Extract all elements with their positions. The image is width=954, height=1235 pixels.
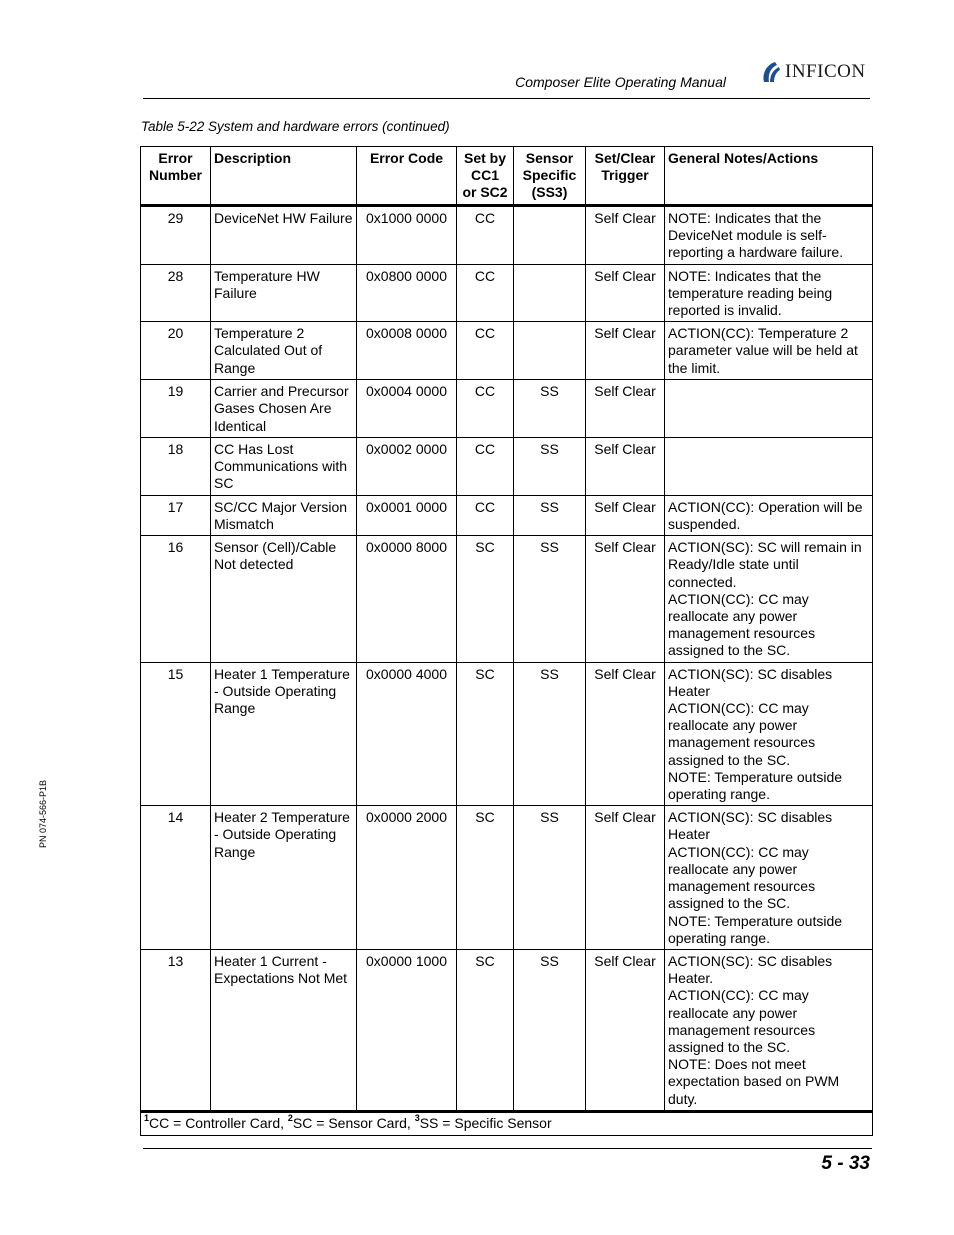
error-code-cell: 0x1000 0000 <box>357 206 457 265</box>
set-by-cell: SC <box>457 662 514 806</box>
part-number: PN 074-566-P1B <box>38 779 48 848</box>
notes-cell <box>665 206 873 265</box>
footnote-row <box>141 1111 873 1135</box>
trigger-cell: Self Clear <box>586 322 665 380</box>
set-by-cell: CC <box>457 322 514 380</box>
footnote-text-3: SS = Specific Sensor <box>419 1114 552 1131</box>
set-by-cell: CC <box>457 380 514 438</box>
sensor-specific-cell: SS <box>514 495 586 535</box>
sensor-specific-cell: SS <box>514 806 586 950</box>
notes-cell <box>665 380 873 438</box>
note-line: ACTION(SC): SC disables Heater. <box>668 952 833 987</box>
error-number-cell: 20 <box>141 322 211 380</box>
notes-cell <box>665 322 873 380</box>
note-line: NOTE: Does not meet expectation based on PWM duty. <box>668 1056 840 1107</box>
description-cell: Heater 1 Current - Expectations Not Met <box>211 949 357 1111</box>
col-header-sensor-specific: Sensor Specific (SS3) <box>514 147 586 206</box>
table-row <box>141 322 873 380</box>
error-code-cell: 0x0000 4000 <box>357 662 457 806</box>
error-code-cell: 0x0000 2000 <box>357 806 457 950</box>
description-cell: Sensor (Cell)/Cable Not detected <box>211 536 357 662</box>
trigger-cell: Self Clear <box>586 536 665 662</box>
sensor-specific-cell: SS <box>514 437 586 495</box>
col-header-set-by: Set by CC1 or SC2 <box>457 147 514 206</box>
trigger-cell: Self Clear <box>586 806 665 950</box>
sensor-specific-cell <box>514 322 586 380</box>
table-footnote <box>141 1111 873 1135</box>
footnote-mark-3: 3 <box>414 1112 420 1123</box>
error-number-cell: 16 <box>141 536 211 662</box>
table-row <box>141 536 873 662</box>
description-cell: Temperature 2 Calculated Out of Range <box>211 322 357 380</box>
error-number-cell: 13 <box>141 949 211 1111</box>
set-by-cell: CC <box>457 495 514 535</box>
error-code-cell: 0x0000 1000 <box>357 949 457 1111</box>
error-code-cell: 0x0000 8000 <box>357 536 457 662</box>
error-number-cell: 19 <box>141 380 211 438</box>
trigger-cell: Self Clear <box>586 264 665 322</box>
description-cell: Heater 2 Temperature - Outside Operating Range <box>211 806 357 950</box>
error-code-cell: 0x0001 0000 <box>357 495 457 535</box>
manual-title: Composer Elite Operating Manual <box>515 74 726 90</box>
inficon-logo <box>760 59 866 85</box>
note-line: ACTION(CC): Temperature 2 parameter value will be held at the limit. <box>668 325 858 376</box>
header-rule <box>143 98 870 99</box>
notes-cell <box>665 949 873 1111</box>
notes-cell <box>665 264 873 322</box>
error-number-cell: 14 <box>141 806 211 950</box>
trigger-cell: Self Clear <box>586 380 665 438</box>
notes-cell <box>665 536 873 662</box>
col-header-error-number: Error Number <box>141 147 211 206</box>
error-number-cell: 28 <box>141 264 211 322</box>
set-by-cell: SC <box>457 949 514 1111</box>
trigger-cell: Self Clear <box>586 662 665 806</box>
table-caption: Table 5-22 System and hardware errors (continued) <box>141 119 450 134</box>
trigger-cell: Self Clear <box>586 437 665 495</box>
notes-cell <box>665 806 873 950</box>
notes-cell <box>665 495 873 535</box>
description-cell: SC/CC Major Version Mismatch <box>211 495 357 535</box>
notes-cell <box>665 662 873 806</box>
set-by-cell: CC <box>457 264 514 322</box>
note-line: ACTION(SC): SC disables Heater <box>668 665 833 699</box>
error-code-cell: 0x0004 0000 <box>357 380 457 438</box>
footnote-mark-2: 2 <box>287 1112 293 1123</box>
note-line: NOTE: Temperature outside operating range. <box>668 768 843 803</box>
footnote-mark-1: 1 <box>144 1112 150 1123</box>
note-line: ACTION(CC): CC may reallocate any power management resources assigned to the SC. <box>668 700 816 768</box>
table-row <box>141 662 873 806</box>
set-by-cell: SC <box>457 536 514 662</box>
note-line: ACTION(CC): CC may reallocate any power management resources assigned to the SC. <box>668 590 816 659</box>
table-row <box>141 264 873 322</box>
col-header-error-code: Error Code <box>357 147 457 206</box>
footer-rule <box>143 1148 872 1149</box>
error-code-cell: 0x0002 0000 <box>357 437 457 495</box>
col-header-trigger: Set/Clear Trigger <box>586 147 665 206</box>
footnote-text-1: CC = Controller Card, <box>149 1114 288 1131</box>
sensor-specific-cell: SS <box>514 536 586 662</box>
description-cell: DeviceNet HW Failure <box>211 206 357 265</box>
col-header-notes: General Notes/Actions <box>665 147 873 206</box>
trigger-cell: Self Clear <box>586 495 665 535</box>
inficon-logo-icon <box>760 60 782 84</box>
sensor-specific-cell: SS <box>514 662 586 806</box>
note-line: NOTE: Indicates that the DeviceNet module is self-reporting a hardware failure. <box>668 210 844 261</box>
trigger-cell: Self Clear <box>586 206 665 265</box>
description-cell: Temperature HW Failure <box>211 264 357 322</box>
error-number-cell: 18 <box>141 437 211 495</box>
error-code-cell: 0x0008 0000 <box>357 322 457 380</box>
note-line: ACTION(CC): Operation will be suspended. <box>668 498 863 533</box>
note-line: ACTION(SC): SC will remain in Ready/Idle state until connected. <box>668 539 862 590</box>
error-number-cell: 29 <box>141 206 211 265</box>
page-number: 5 - 33 <box>821 1153 870 1174</box>
notes-cell <box>665 437 873 495</box>
table-row <box>141 206 873 265</box>
table-row <box>141 495 873 535</box>
table-row <box>141 806 873 950</box>
sensor-specific-cell: SS <box>514 380 586 438</box>
note-line: ACTION(SC): SC disables Heater <box>668 809 833 843</box>
logo-text: INFICON <box>785 61 866 82</box>
table-row <box>141 949 873 1111</box>
table-row <box>141 380 873 438</box>
error-code-cell: 0x0800 0000 <box>357 264 457 322</box>
description-cell: CC Has Lost Communications with SC <box>211 437 357 495</box>
sensor-specific-cell <box>514 264 586 322</box>
note-line: NOTE: Indicates that the temperature reading being reported is invalid. <box>668 267 833 319</box>
table-header-row <box>141 147 873 206</box>
note-line: ACTION(CC): CC may reallocate any power management resources assigned to the SC. <box>668 843 816 912</box>
error-number-cell: 17 <box>141 495 211 535</box>
note-line: NOTE: Temperature outside operating range. <box>668 912 843 946</box>
sensor-specific-cell <box>514 206 586 265</box>
col-header-description: Description <box>211 147 357 206</box>
set-by-cell: CC <box>457 206 514 265</box>
set-by-cell: CC <box>457 437 514 495</box>
set-by-cell: SC <box>457 806 514 950</box>
note-line: ACTION(CC): CC may reallocate any power management resources assigned to the SC. <box>668 987 816 1055</box>
error-number-cell: 15 <box>141 662 211 806</box>
footnote-text-2: SC = Sensor Card, <box>292 1114 415 1131</box>
description-cell: Carrier and Precursor Gases Chosen Are Identical <box>211 380 357 438</box>
errors-table <box>140 146 873 1136</box>
trigger-cell: Self Clear <box>586 949 665 1111</box>
description-cell: Heater 1 Temperature - Outside Operating Range <box>211 662 357 806</box>
sensor-specific-cell: SS <box>514 949 586 1111</box>
table-row <box>141 437 873 495</box>
